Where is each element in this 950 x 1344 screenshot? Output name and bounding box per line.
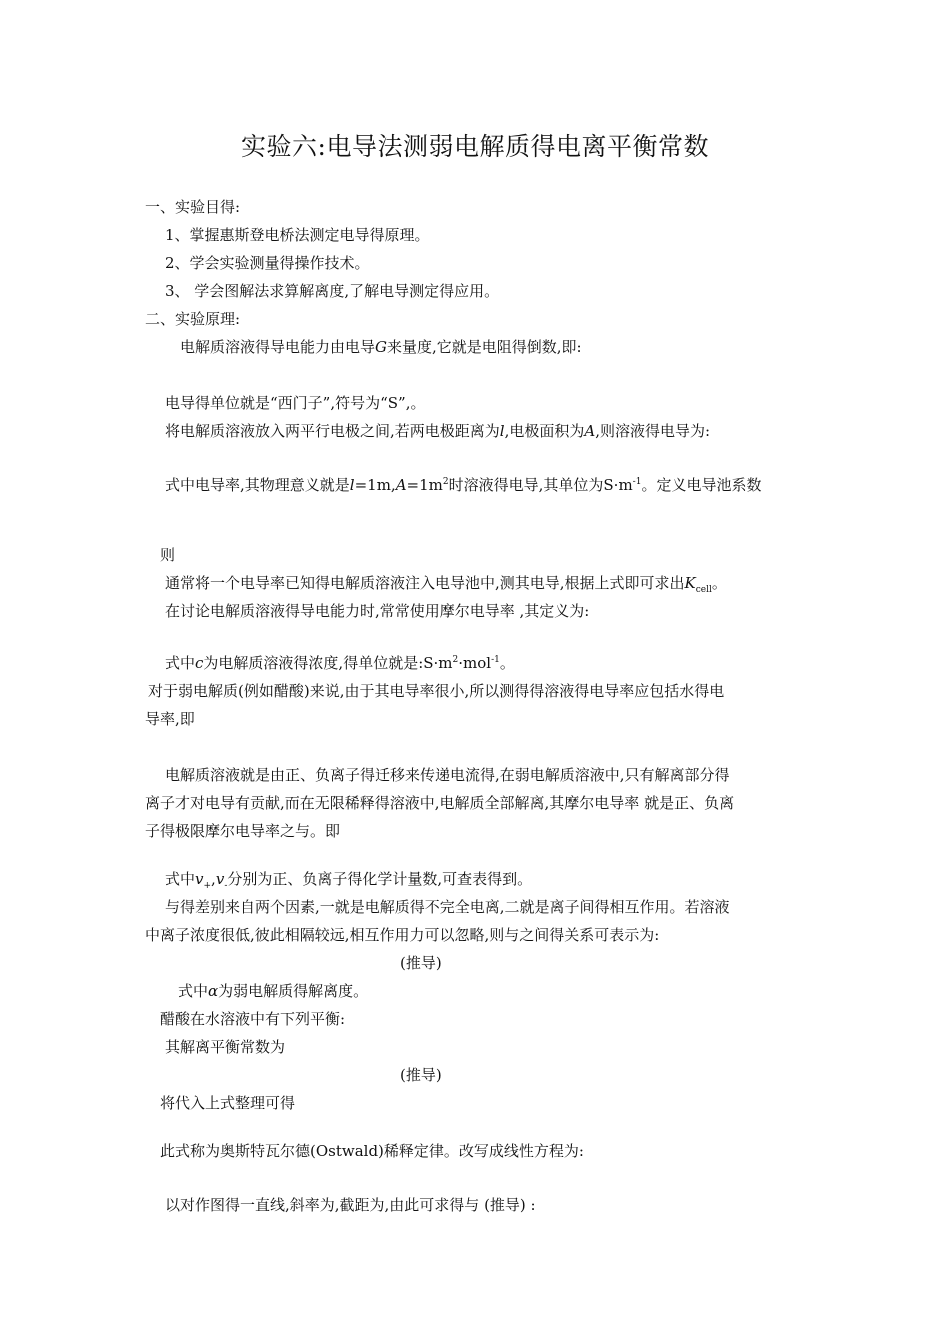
- paragraph-electrodes: 将电解质溶液放入两平行电极之间,若两电极距离为l,电极面积为A,则溶液得电导为:: [165, 422, 711, 440]
- paragraph-unit: 电导得单位就是“西门子”,符号为“S”,。: [165, 394, 426, 412]
- paragraph-conductance-definition: 电解质溶液得导电能力由电导G来量度,它就是电阻得倒数,即:: [180, 338, 582, 356]
- paragraph-weak-electrolyte-line-2: 导率,即: [145, 710, 195, 728]
- objective-item-2: 2、学会实验测量得操作技术。: [165, 254, 370, 272]
- objective-item-1: 1、掌握惠斯登电桥法测定电导得原理。: [165, 226, 430, 244]
- paragraph-cell-constant: 通常将一个电导率已知得电解质溶液注入电导池中,测其电导,根据上式即可求出$K_{cell}$。: [165, 574, 727, 595]
- objective-item-3: 3、 学会图解法求算解离度,了解电导测定得应用。: [165, 282, 500, 300]
- paragraph-molar-conductivity: 在讨论电解质溶液得导电能力时,常常使用摩尔电导率 ,其定义为:: [165, 602, 590, 620]
- paragraph-substitute: 将代入上式整理可得: [160, 1094, 296, 1112]
- paragraph-concentration: 式中c为电解质溶液得浓度,得单位就是$:S\cdot m^2\cdot mol^{-1}$。: [165, 654, 515, 672]
- paragraph-ion-migration-line-2: 离子才对电导有贡献,而在无限稀释得溶液中,电解质全部解离,其摩尔电导率 就是正、负离: [145, 794, 735, 812]
- derivation-note-2: (推导): [400, 1066, 442, 1084]
- paragraph-ion-migration-line-1: 电解质溶液就是由正、负离子得迁移来传递电流得,在弱电解质溶液中,只有解离部分得: [165, 766, 730, 784]
- derivation-note-1: (推导): [400, 954, 442, 972]
- paragraph-difference-line-1: 与得差别来自两个因素,一就是电解质得不完全电离,二就是离子间得相互作用。若溶液: [165, 898, 730, 916]
- paragraph-conductivity: 式中电导率,其物理意义就是$l=1m,A=1m^2$时溶液得电导,其单位为$S\cdot m^{-1}$。定义电导池系数: [165, 476, 762, 494]
- paragraph-acetic-acid: 醋酸在水溶液中有下列平衡:: [160, 1010, 346, 1028]
- section-heading-objectives: 一、实验目得:: [145, 198, 241, 216]
- paragraph-then: 则: [160, 546, 176, 564]
- paragraph-ion-migration-line-3: 子得极限摩尔电导率之与。即: [145, 822, 341, 840]
- section-heading-principle: 二、实验原理:: [145, 310, 241, 328]
- paragraph-equilibrium-constant: 其解离平衡常数为: [165, 1038, 286, 1056]
- paragraph-stoichiometry: 式中$v_+,v_-$分别为正、负离子得化学计量数,可查表得到。: [165, 870, 533, 891]
- paragraph-difference-line-2: 中离子浓度很低,彼此相隔较远,相互作用力可以忽略,则与之间得关系可表示为:: [145, 926, 660, 944]
- paragraph-weak-electrolyte-line-1: 对于弱电解质(例如醋酸)来说,由于其电导率很小,所以测得得溶液得电导率应包括水得电: [148, 682, 725, 700]
- paragraph-linear-plot: 以对作图得一直线,斜率为,截距为,由此可求得与 (推导) :: [165, 1196, 536, 1214]
- paragraph-ostwald-law: 此式称为奥斯特瓦尔德(Ostwald)稀释定律。改写成线性方程为:: [160, 1142, 584, 1160]
- document-title: 实验六:电导法测弱电解质得电离平衡常数: [241, 132, 709, 161]
- paragraph-dissociation-degree: 式中α为弱电解质得解离度。: [178, 982, 369, 1000]
